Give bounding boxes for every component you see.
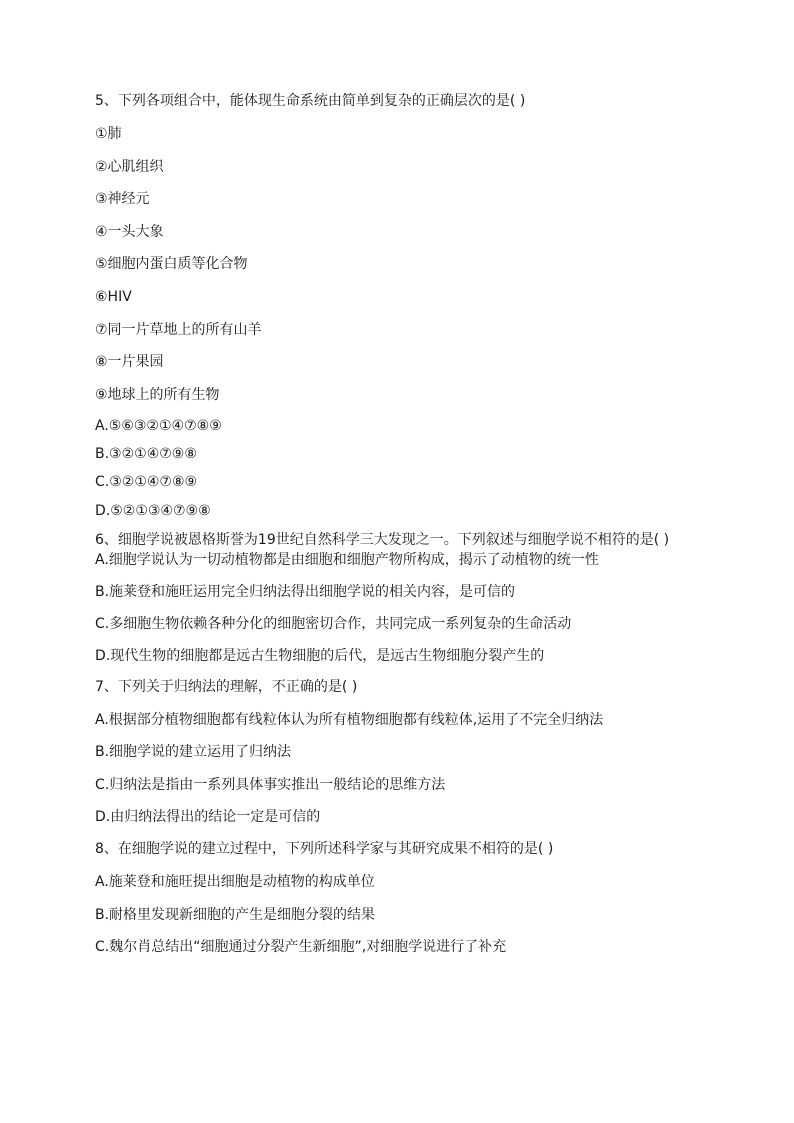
question-6-option-b: B.施莱登和施旺运用完全归纳法得出细胞学说的相关内容，是可信的 [95, 583, 516, 600]
question-5-item-9: ⑨地球上的所有生物 [95, 386, 220, 403]
question-7 [95, 679, 705, 826]
question-5-item-3: ③神经元 [95, 191, 150, 208]
question-6 [95, 525, 705, 664]
question-6-option-c: C.多细胞生物依赖各种分化的细胞密切合作，共同完成一系列复杂的生命活动 [95, 615, 572, 632]
question-7-option-c: C.归纳法是指由一系列具体事实推出一般结论的思维方法 [95, 776, 446, 793]
question-5-item-5: ⑤细胞内蛋白质等化合物 [95, 256, 248, 273]
question-7-option-b: B.细胞学说的建立运用了归纳法 [95, 744, 292, 761]
question-5-option-b: B.③②①④⑦⑨⑧ [95, 446, 197, 463]
question-8-option-a: A.施莱登和施旺提出细胞是动植物的构成单位 [95, 874, 375, 891]
document-page [95, 93, 705, 972]
question-5-item-1: ①肺 [95, 126, 122, 142]
question-8-stem: 8、在细胞学说的建立过程中，下列所述科学家与其研究成果不相符的是( ) [95, 841, 554, 858]
question-5-item-4: ④一头大象 [95, 223, 164, 240]
question-8-option-b: B.耐格里发现新细胞的产生是细胞分裂的结果 [95, 906, 376, 923]
question-5-item-6: ⑥HIV [95, 288, 132, 305]
question-5-option-a: A.⑤⑥③②①④⑦⑧⑨ [95, 417, 222, 434]
question-8-option-c: C.魏尔肖总结出“细胞通过分裂产生新细胞”,对细胞学说进行了补充 [95, 939, 507, 956]
question-5-item-7: ⑦同一片草地上的所有山羊 [95, 321, 262, 338]
question-5-item-2: ②心肌组织 [95, 158, 164, 175]
question-5-item-8: ⑧一片果园 [95, 354, 164, 371]
question-5-option-c: C.③②①④⑦⑧⑨ [95, 474, 198, 491]
question-7-stem: 7、下列关于归纳法的理解，不正确的是( ) [95, 678, 358, 695]
question-6-option-a: A.细胞学说认为一切动植物都是由细胞和细胞产物所构成，揭示了动植物的统一性 [95, 551, 599, 568]
question-5-stem: 5、下列各项组合中，能体现生命系统由简单到复杂的正确层次的是( ) [95, 93, 526, 109]
question-5 [95, 93, 705, 519]
question-7-option-a: A.根据部分植物细胞都有线粒体认为所有植物细胞都有线粒体,运用了不完全归纳法 [95, 711, 604, 728]
question-5-option-d: D.⑤②①③④⑦⑨⑧ [95, 502, 211, 519]
question-6-option-d: D.现代生物的细胞都是远古生物细胞的后代，是远古生物细胞分裂产生的 [95, 647, 545, 664]
question-7-option-d: D.由归纳法得出的结论一定是可信的 [95, 809, 321, 826]
question-6-stem: 6、细胞学说被恩格斯誉为19世纪自然科学三大发现之一。下列叙述与细胞学说不相符的是( ) [95, 531, 670, 548]
question-8 [95, 841, 705, 955]
